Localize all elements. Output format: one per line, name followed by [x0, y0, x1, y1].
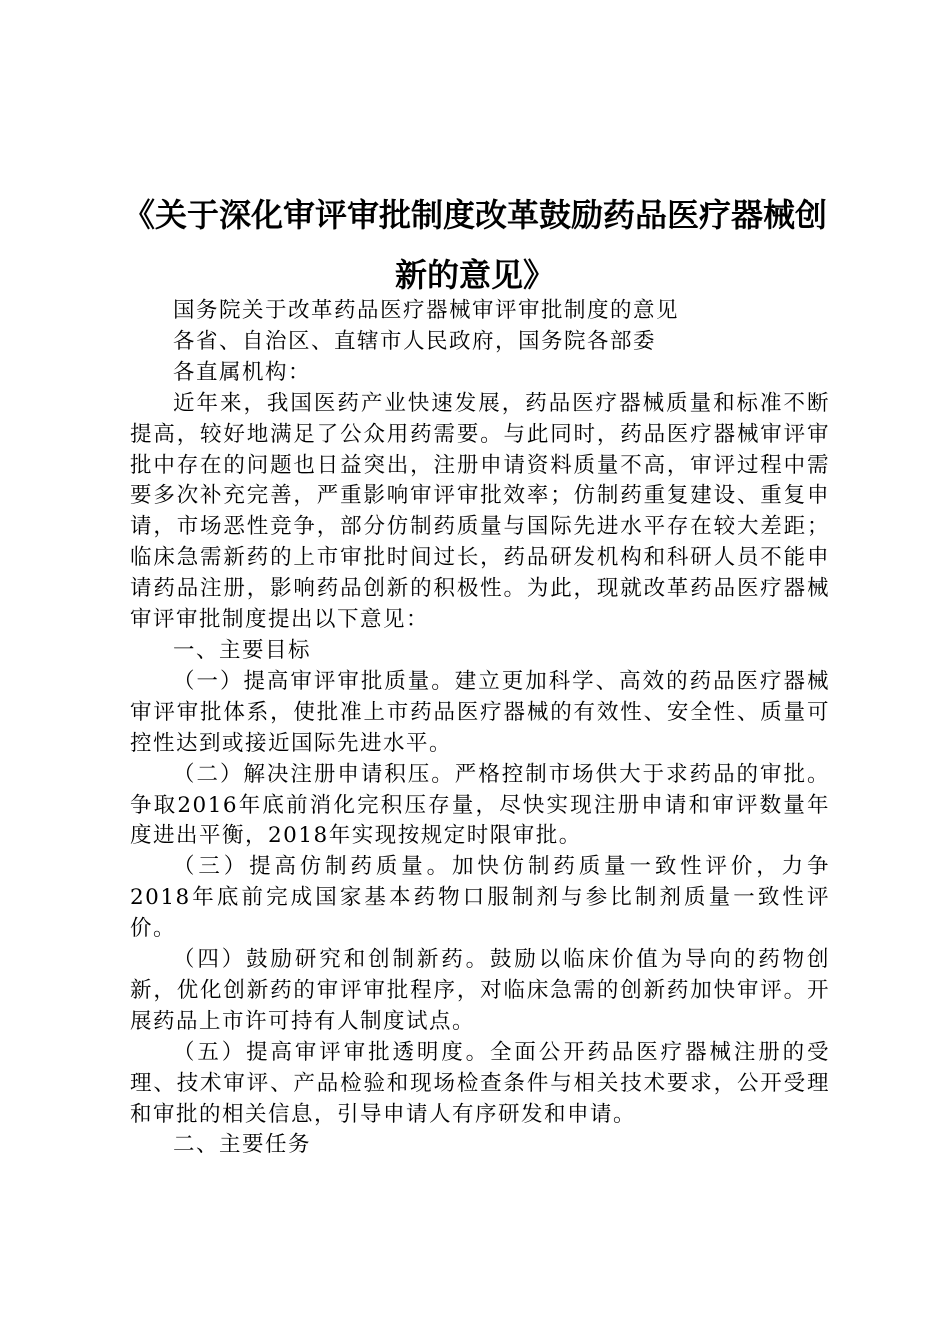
paragraph-addressee-1: 各省、自治区、直辖市人民政府，国务院各部委 — [173, 328, 657, 354]
paragraph-goal-2: （二）解决注册申请积压。严格控制市场供大于求药品的审批。争取2016年底前消化完积压存量，尽快实现注册申请和审评数量年度进出平衡，2018年实现按规定时限审批。 — [130, 761, 830, 849]
paragraph-goal-3: （三）提高仿制药质量。加快仿制药质量一致性评价，力争2018年底前完成国家基本药物口服制剂与参比制剂质量一致性评价。 — [130, 854, 830, 942]
paragraph-heading-notice: 国务院关于改革药品医疗器械审评审批制度的意见 — [173, 298, 680, 323]
paragraph-intro: 近年来，我国医药产业快速发展，药品医疗器械质量和标准不断提高，较好地满足了公众用药需要。与此同时，药品医疗器械审评审批中存在的问题也日益突出，注册申请资料质量不高，审评过程中需要多次补充完善，严重影响审评审批效率；仿制药重复建设、重复申请，市场恶性竞争，部分仿制药质量与国际先进水平存在较大差距；临床急需新药的上市审批时间过长，药品研发机构和科研人员不能申请药品注册，影响药品创新的积极性。为此，现就改革药品医疗器械审评审批制度提出以下意见： — [130, 390, 830, 633]
section-heading-tasks: 二、主要任务 — [173, 1132, 312, 1158]
paragraph-goal-5: （五）提高审评审批透明度。全面公开药品医疗器械注册的受理、技术审评、产品检验和现场检查条件与相关技术要求，公开受理和审批的相关信息，引导申请人有序研发和申请。 — [130, 1039, 830, 1127]
section-heading-goals: 一、主要目标 — [173, 637, 312, 663]
paragraph-goal-1: （一）提高审评审批质量。建立更加科学、高效的药品医疗器械审评审批体系，使批准上市药品医疗器械的有效性、安全性、质量可控性达到或接近国际先进水平。 — [130, 668, 830, 756]
paragraph-goal-4: （四）鼓励研究和创制新药。鼓励以临床价值为导向的药物创新，优化创新药的审评审批程序，对临床急需的创新药加快审评。开展药品上市许可持有人制度试点。 — [130, 947, 830, 1034]
document-body — [130, 296, 830, 1161]
document-title: 《关于深化审评审批制度改革鼓励药品医疗器械创新的意见》 — [122, 196, 827, 294]
paragraph-addressee-2: 各直属机构： — [173, 359, 312, 385]
